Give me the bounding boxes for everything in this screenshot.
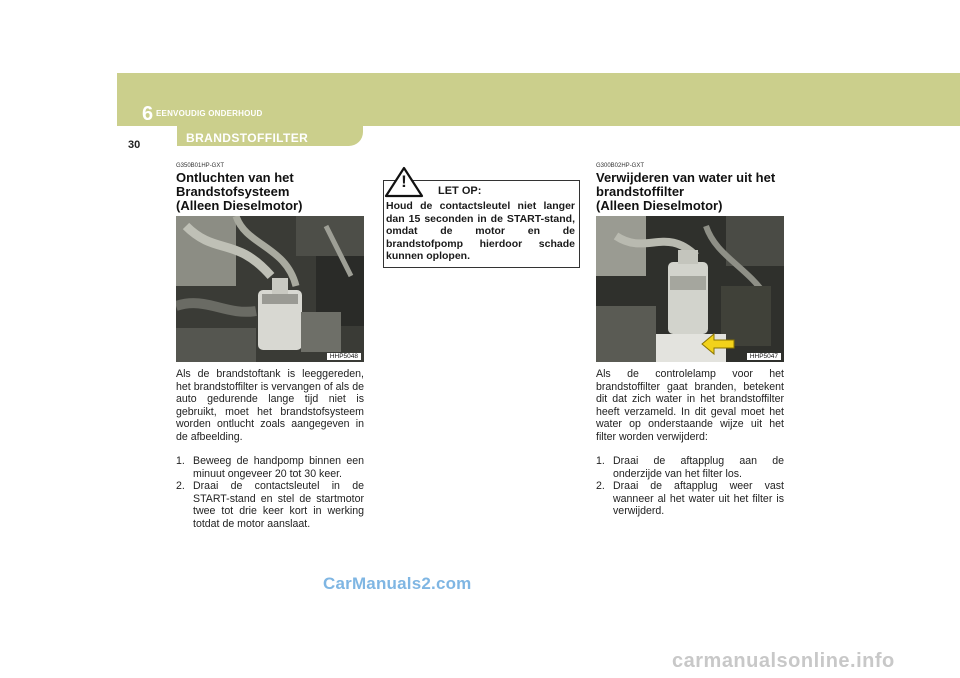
heading-line: Brandstofsysteem <box>176 184 290 199</box>
footer-watermark: carmanualsonline.info <box>672 650 895 672</box>
left-section-code: G350B01HP-GXT <box>176 163 225 169</box>
step-number: 1. <box>176 455 185 467</box>
heading-line: brandstoffilter <box>596 184 685 199</box>
heading-line: Verwijderen van water uit het <box>596 170 776 185</box>
engine-photo-graphic <box>176 216 364 362</box>
engine-photo-water-drain <box>596 216 784 362</box>
left-paragraph: Als de brandstoftank is leeggereden, het brandstoffilter is vervangen of als de auto gedurende lange tijd niet is gebruikt, moet het brandstofsysteem worden ontlucht zoals aangegeven in de afbeelding. <box>176 368 364 443</box>
heading-line: (Alleen Dieselmotor) <box>596 198 723 213</box>
step-text: Beweeg de handpomp binnen een minuut ongeveer 20 tot 30 keer. <box>193 455 364 480</box>
chapter-number: 6 <box>142 103 154 125</box>
list-item <box>176 455 364 480</box>
step-number: 1. <box>596 455 605 467</box>
left-section-heading <box>176 171 366 213</box>
step-number: 2. <box>176 480 185 493</box>
right-section-heading <box>596 171 786 213</box>
warning-exclamation: ! <box>401 172 407 191</box>
step-text: Draai de aftapplug aan de onderzijde van het filter los. <box>613 455 784 480</box>
image-label: HHP5048 <box>327 353 361 360</box>
section-tab-label: BRANDSTOFFILTER <box>186 131 309 145</box>
right-steps-list <box>596 455 784 518</box>
right-section-code: G300B02HP-GXT <box>596 163 645 169</box>
engine-photo-graphic <box>596 216 784 362</box>
left-steps-list <box>176 455 364 531</box>
list-item <box>596 455 784 480</box>
right-paragraph: Als de controlelamp voor het brandstoffilter gaat branden, betekent dit dat zich water in het brandstoffilter heeft verzameld. In dit geval moet het water op onderstaande wijze uit het filter worden verwijderd: <box>596 368 784 443</box>
header-band <box>117 73 960 126</box>
arrow-icon <box>700 332 736 356</box>
list-item <box>176 480 364 530</box>
warning-title: LET OP: <box>438 185 482 197</box>
image-label: HHP5047 <box>747 353 781 360</box>
warning-text: Houd de contactsleutel niet langer dan 15 seconden in de START-stand, omdat de motor en de brandstofpomp hierdoor schade kunnen oplopen. <box>386 200 575 262</box>
heading-line: Ontluchten van het <box>176 170 294 185</box>
engine-photo-bleeding <box>176 216 364 362</box>
list-item <box>596 480 784 518</box>
step-text: Draai de aftapplug weer vast wanneer al het water uit het filter is verwijderd. <box>613 480 784 518</box>
page-number: 30 <box>128 139 141 151</box>
step-number: 2. <box>596 480 605 493</box>
chapter-title: EENVOUDIG ONDERHOUD <box>156 109 263 118</box>
step-text: Draai de contactsleutel in de START-stand en stel de startmotor twee tot drie keer kort in werking totdat de motor aanslaat. <box>193 480 364 530</box>
heading-line: (Alleen Dieselmotor) <box>176 198 303 213</box>
watermark-link[interactable]: CarManuals2.com <box>323 574 472 593</box>
